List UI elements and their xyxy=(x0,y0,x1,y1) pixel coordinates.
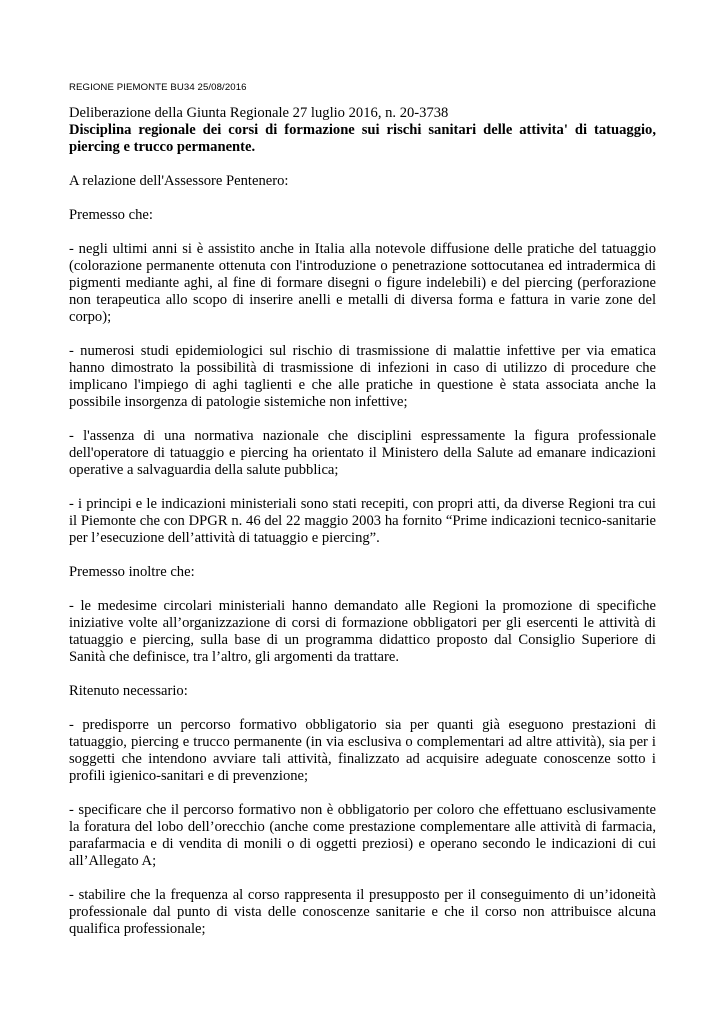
premesso-inoltre-heading: Premesso inoltre che: xyxy=(69,564,195,580)
premesso-item: - l'assenza di una normativa nazionale che disciplini espressamente la figura professionale dell'operatore di tatuaggio e piercing ha orientato il Ministero della Salute ad emanare indicazioni operative a salvaguardia della salute pubblica; xyxy=(69,428,656,478)
premesso-item: - numerosi studi epidemiologici sul rischio di trasmissione di malattie infettive per via ematica hanno dimostrato la possibilità di trasmissione di infezioni in caso di utilizzo di procedure che implicano l'impiego di aghi taglienti e che alle pratiche in questione è stata associata anche la possibile insorgenza di patologie sistemiche non infettive; xyxy=(69,343,656,410)
ritenuto-item: - predisporre un percorso formativo obbligatorio sia per quanti già eseguono prestazioni di tatuaggio, piercing e trucco permanente (in via esclusiva o complementari ad altre attività), sia per i soggetti che intendono avviare tali attività, finalizzato ad acquisire adeguate conoscenze sotto i profili igienico-sanitari e di prevenzione; xyxy=(69,717,656,784)
document-title: Deliberazione della Giunta Regionale 27 luglio 2016, n. 20-3738 xyxy=(69,105,449,121)
premesso-item: - i principi e le indicazioni ministeriali sono stati recepiti, con propri atti, da diverse Regioni tra cui il Piemonte che con DPGR n. 46 del 22 maggio 2003 ha fornito “Prime indicazioni tecnico-sanitarie per l’esecuzione dell’attività di tatuaggio e piercing”. xyxy=(69,496,656,546)
ritenuto-heading: Ritenuto necessario: xyxy=(69,683,188,699)
running-head: REGIONE PIEMONTE BU34 25/08/2016 xyxy=(69,82,247,93)
ritenuto-item: - stabilire che la frequenza al corso rappresenta il presupposto per il conseguimento di un’idoneità professionale dal punto di vista delle conoscenze sanitarie e che il corso non attribuisce alcuna qualifica professionale; xyxy=(69,887,656,937)
document-body xyxy=(69,105,656,955)
document-subject: Disciplina regionale dei corsi di formazione sui rischi sanitari delle attivita' di tatuaggio, piercing e trucco permanente. xyxy=(69,122,656,155)
premesso-heading: Premesso che: xyxy=(69,207,153,223)
premesso-inoltre-item: - le medesime circolari ministeriali hanno demandato alle Regioni la promozione di specifiche iniziative volte all’organizzazione di corsi di formazione obbligatori per gli esercenti le attività di tatuaggio e piercing, sulla base di un programma didattico proposto dal Consiglio Superiore di Sanità che definisce, tra l’altro, gli argomenti da trattare. xyxy=(69,598,656,665)
intro-line: A relazione dell'Assessore Pentenero: xyxy=(69,173,289,189)
ritenuto-item: - specificare che il percorso formativo non è obbligatorio per coloro che effettuano esclusivamente la foratura del lobo dell’orecchio (anche come prestazione complementare alle attività di farmacia, parafarmacia e di vendita di monili o di oggetti preziosi) e operano secondo le indicazioni di cui all’Allegato A; xyxy=(69,802,656,869)
premesso-item: - negli ultimi anni si è assistito anche in Italia alla notevole diffusione delle pratiche del tatuaggio (colorazione permanente ottenuta con l'introduzione o penetrazione sottocutanea ed intradermica di pigmenti mediante aghi, al fine di formare disegni o figure indelebili) e del piercing (perforazione non terapeutica allo scopo di inserire anelli e metalli di diversa forma e fattura in varie zone del corpo); xyxy=(69,241,656,325)
